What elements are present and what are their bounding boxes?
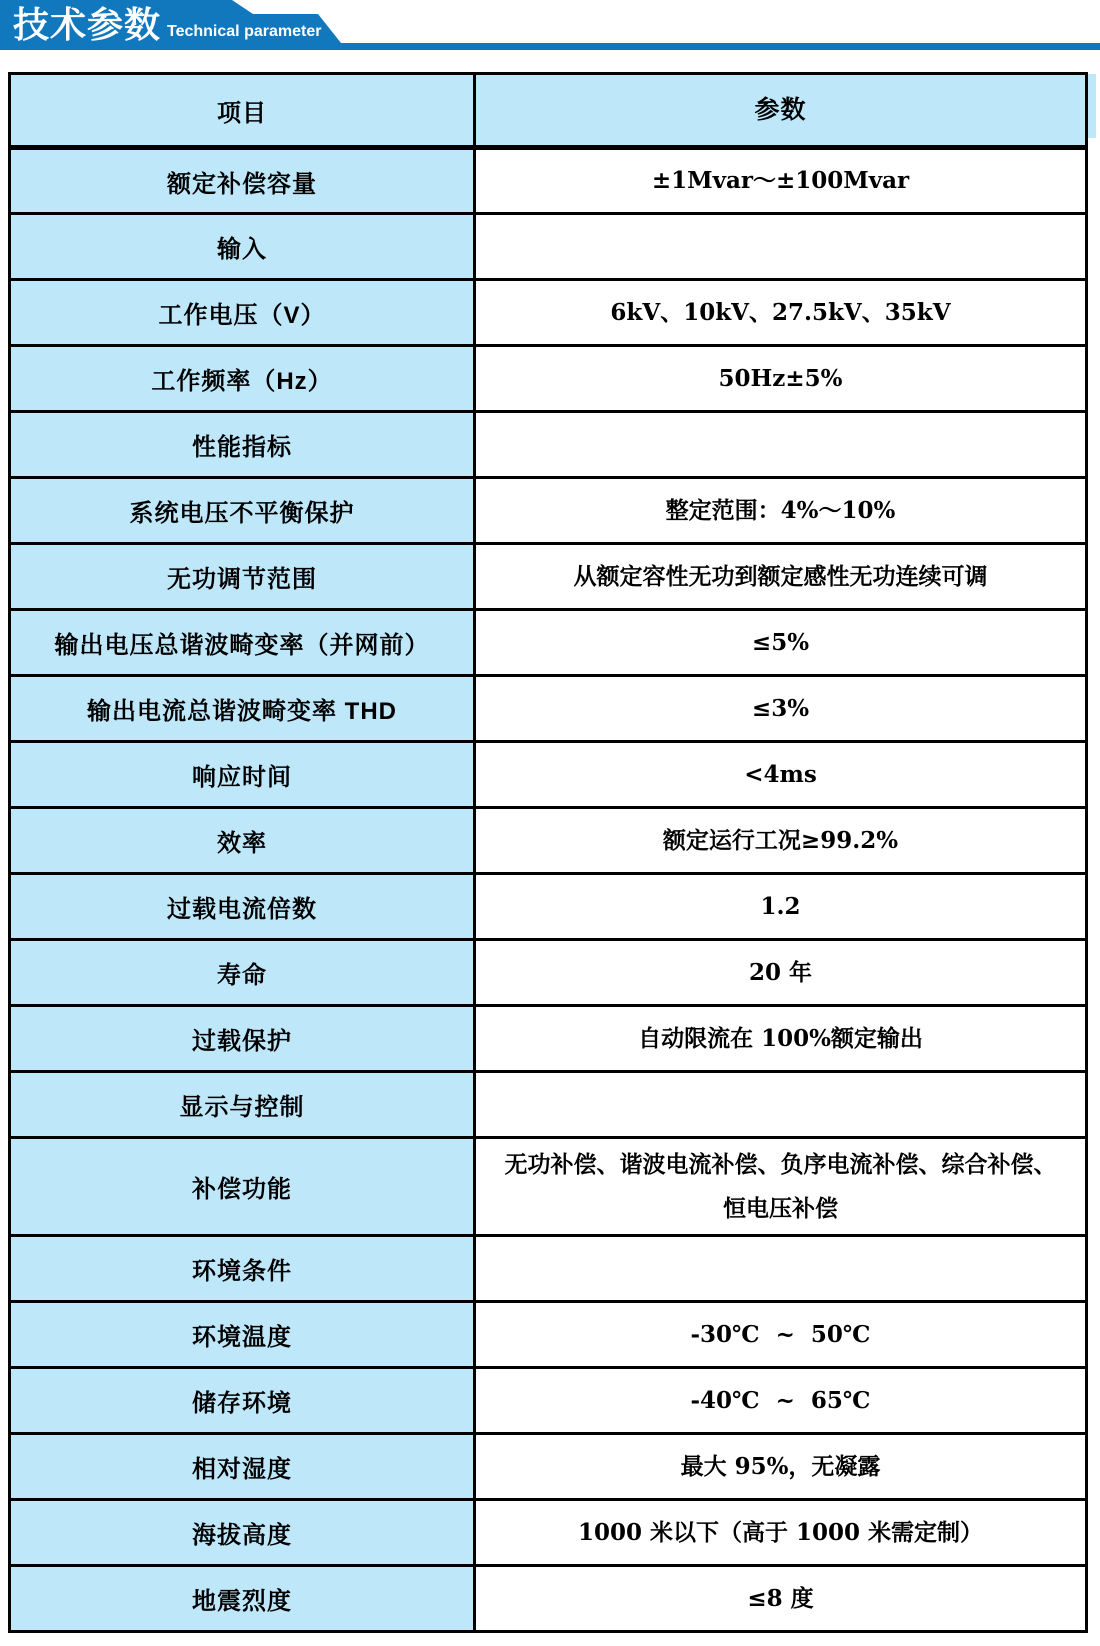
row-label-cell: 系统电压不平衡保护	[10, 478, 475, 544]
table-row	[10, 940, 1087, 1006]
row-label-cell: 储存环境	[10, 1368, 475, 1434]
row-label-cell: 地震烈度	[10, 1566, 475, 1632]
row-label-cell: 响应时间	[10, 742, 475, 808]
row-label-cell: 寿命	[10, 940, 475, 1006]
section-title-en: Technical parameter	[167, 23, 322, 40]
row-value-cell: 50Hz±5%	[475, 346, 1087, 412]
row-label-cell: 效率	[10, 808, 475, 874]
table-row	[10, 1566, 1087, 1632]
row-value-cell	[475, 214, 1087, 280]
table-row	[10, 478, 1087, 544]
table-row	[10, 1368, 1087, 1434]
row-label-cell: 海拔高度	[10, 1500, 475, 1566]
section-banner	[0, 0, 1100, 50]
row-value-cell: ±1Mvar～±100Mvar	[475, 148, 1087, 214]
row-label-cell: 环境条件	[10, 1236, 475, 1302]
table-row	[10, 1072, 1087, 1138]
row-value-cell: ≤3%	[475, 676, 1087, 742]
row-value-cell: 自动限流在 100%额定输出	[475, 1006, 1087, 1072]
row-label-cell: 无功调节范围	[10, 544, 475, 610]
table-row	[10, 1500, 1087, 1566]
table-row	[10, 742, 1087, 808]
table-row	[10, 610, 1087, 676]
banner-background	[0, 0, 1100, 50]
row-value-cell: 从额定容性无功到额定感性无功连续可调	[475, 544, 1087, 610]
table-row	[10, 214, 1087, 280]
column-header-item: 项目	[10, 74, 475, 148]
row-value-cell	[475, 412, 1087, 478]
row-value-cell: 无功补偿、谐波电流补偿、负序电流补偿、综合补偿、恒电压补偿	[475, 1138, 1087, 1236]
table-row	[10, 346, 1087, 412]
row-value-cell: <4ms	[475, 742, 1087, 808]
row-label-cell: 工作电压（V）	[10, 280, 475, 346]
row-value-cell: ≤8 度	[475, 1566, 1087, 1632]
row-label-cell: 输出电压总谐波畸变率（并网前）	[10, 610, 475, 676]
row-label-cell: 过载保护	[10, 1006, 475, 1072]
row-label-cell: 性能指标	[10, 412, 475, 478]
column-header-parameter: 参数	[475, 74, 1087, 148]
row-value-cell	[475, 1236, 1087, 1302]
row-label-cell: 输出电流总谐波畸变率 THD	[10, 676, 475, 742]
table-row	[10, 808, 1087, 874]
table-row	[10, 676, 1087, 742]
row-label-cell: 工作频率（Hz）	[10, 346, 475, 412]
row-value-cell: 1000 米以下（高于 1000 米需定制）	[475, 1500, 1087, 1566]
row-value-cell	[475, 1072, 1087, 1138]
header-row-overflow-artifact	[1088, 74, 1096, 138]
row-value-cell: 最大 95%，无凝露	[475, 1434, 1087, 1500]
technical-parameter-table	[8, 72, 1088, 1633]
row-label-cell: 补偿功能	[10, 1138, 475, 1236]
row-value-cell: 6kV、10kV、27.5kV、35kV	[475, 280, 1087, 346]
row-value-cell: 整定范围：4%～10%	[475, 478, 1087, 544]
row-value-cell: -30℃ ~ 50℃	[475, 1302, 1087, 1368]
row-value-cell: 1.2	[475, 874, 1087, 940]
table-row	[10, 544, 1087, 610]
table-row	[10, 874, 1087, 940]
row-label-cell: 相对湿度	[10, 1434, 475, 1500]
row-label-cell: 输入	[10, 214, 475, 280]
table-row	[10, 1236, 1087, 1302]
table-header-row	[10, 74, 1087, 148]
row-value-cell: -40℃ ~ 65℃	[475, 1368, 1087, 1434]
row-value-cell: 额定运行工况≥99.2%	[475, 808, 1087, 874]
row-value-cell: 20 年	[475, 940, 1087, 1006]
table-row	[10, 280, 1087, 346]
row-label-cell: 过载电流倍数	[10, 874, 475, 940]
section-title-zh: 技术参数	[13, 4, 162, 45]
table-row	[10, 1138, 1087, 1236]
table-row	[10, 412, 1087, 478]
table-row	[10, 148, 1087, 214]
row-label-cell: 环境温度	[10, 1302, 475, 1368]
table-row	[10, 1006, 1087, 1072]
row-label-cell: 额定补偿容量	[10, 148, 475, 214]
table-row	[10, 1434, 1087, 1500]
row-label-cell: 显示与控制	[10, 1072, 475, 1138]
row-value-cell: ≤5%	[475, 610, 1087, 676]
table-row	[10, 1302, 1087, 1368]
